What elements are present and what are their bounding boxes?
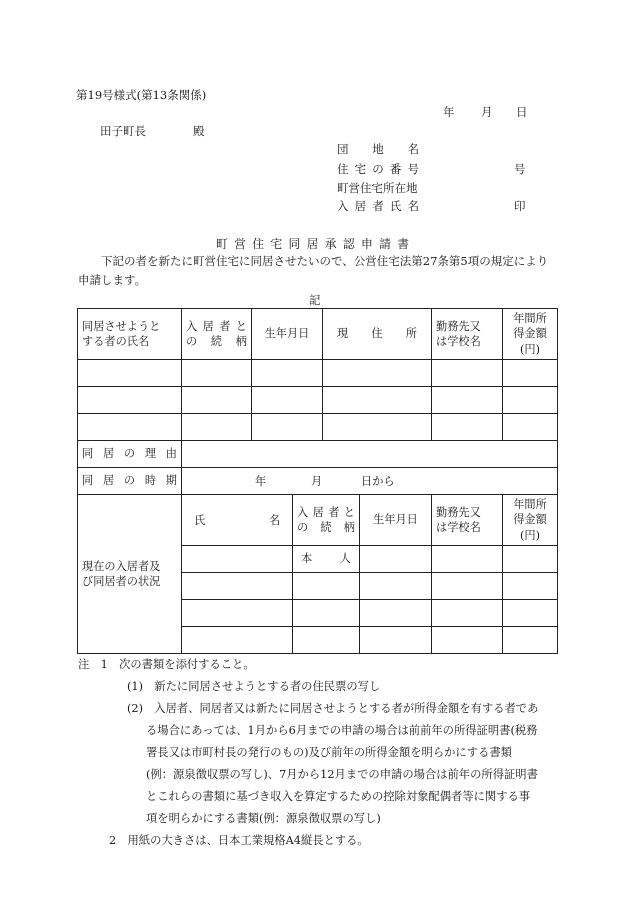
date-year-label: 年 (443, 105, 455, 119)
house-number-label: 住宅の番号 (337, 162, 419, 176)
resident-name-cell[interactable] (182, 546, 293, 573)
resident-birthdate-cell[interactable] (360, 573, 432, 600)
birthdate-cell[interactable] (252, 387, 323, 414)
income-cell[interactable] (503, 360, 558, 387)
reason-row (78, 441, 558, 468)
seal-mark: 印 (514, 199, 526, 213)
resident-relationship-header: 入居者と の 続 柄 (293, 495, 360, 546)
resident-name-cell[interactable] (182, 627, 293, 654)
cohabitant-name-header: 同居させようと する者の氏名 (78, 309, 182, 360)
timing-label: 同居の時期 (78, 468, 182, 495)
resident-birthdate-header: 生年月日 (360, 495, 432, 546)
birthdate-cell[interactable] (252, 414, 323, 441)
intro-text-line1: 下記の者を新たに町営住宅に同居させたいので、公営住宅法第27条第5項の規定により (101, 254, 549, 268)
resident-birthdate-cell[interactable] (360, 627, 432, 654)
workplace-cell[interactable] (432, 414, 503, 441)
relationship-header: 入居者と の 続 柄 (182, 309, 252, 360)
resident-relationship-cell[interactable] (293, 600, 360, 627)
relationship-cell[interactable] (182, 387, 252, 414)
cohabitant-name-cell[interactable] (78, 387, 182, 414)
timing-from: 日から (361, 475, 395, 488)
note-item-2-line6: 項を明らかにする書類(例：源泉徴収票の写し) (146, 812, 381, 825)
cohabitant-header-row (78, 309, 558, 360)
note-2: 2 用紙の大きさは、日本工業規格A4縦長とする。 (109, 834, 369, 847)
income-cell[interactable] (503, 414, 558, 441)
timing-month: 月 (311, 475, 323, 488)
cohabitant-name-cell[interactable] (78, 414, 182, 441)
date-month-label: 月 (481, 105, 493, 119)
address-cell[interactable] (323, 387, 432, 414)
housing-location-label: 町営住宅所在地 (337, 181, 418, 195)
birthdate-header: 生年月日 (252, 309, 323, 360)
addressee-honorific: 殿 (193, 124, 205, 138)
resident-name-label: 入居者氏名 (337, 199, 419, 213)
workplace-header: 勤務先又 は学校名 (432, 309, 503, 360)
note-item-2-line2: る場合にあっては、1月から6月までの申請の場合は前前年の所得証明書(税務 (146, 724, 538, 737)
address-cell[interactable] (323, 360, 432, 387)
ki-heading: 記 (309, 293, 321, 307)
table-row (78, 414, 558, 441)
resident-birthdate-cell[interactable] (360, 546, 432, 573)
reason-label: 同居の理由 (78, 441, 182, 468)
reason-cell[interactable] (182, 441, 558, 468)
current-address-header: 現 住 所 (323, 309, 432, 360)
workplace-cell[interactable] (432, 387, 503, 414)
resident-name-cell[interactable] (182, 600, 293, 627)
note-item-1: (1) 新たに同居させようとする者の住民票の写し (127, 680, 381, 693)
timing-year: 年 (255, 475, 267, 488)
table-row (78, 387, 558, 414)
estate-name-label: 団 地 名 (337, 142, 419, 156)
note-item-2-line1: (2) 入居者、同居者又は新たに同居させようとする者が所得金額を有する者であ (127, 702, 539, 715)
resident-workplace-cell[interactable] (432, 627, 503, 654)
resident-workplace-cell[interactable] (432, 600, 503, 627)
note-item-2-line4: (例：源泉徴収票の写し)、7月から12月までの申請の場合は前年の所得証明書 (146, 768, 538, 781)
date-day-label: 日 (516, 105, 528, 119)
note-1: 注 1 次の書類を添付すること。 (78, 658, 255, 671)
address-cell[interactable] (323, 414, 432, 441)
resident-income-header: 年間所 得金額 (円) (503, 495, 558, 546)
cohabitant-name-cell[interactable] (78, 360, 182, 387)
income-header: 年間所 得金額 (円) (503, 309, 558, 360)
current-residents-table (77, 494, 558, 654)
timing-row (78, 468, 558, 495)
form-number: 第19号様式(第13条関係) (76, 88, 207, 102)
note-item-2-line3: 署長又は市町村長の発行のもの)及び前年の所得金額を明らかにする書類 (146, 746, 512, 759)
self-relationship-cell: 本 人 (293, 546, 360, 573)
income-cell[interactable] (503, 387, 558, 414)
resident-name-header: 氏 名 (182, 495, 293, 546)
cohabitant-table (77, 308, 558, 495)
form-title: 町営住宅同居承認申請書 (216, 237, 409, 251)
workplace-cell[interactable] (432, 360, 503, 387)
resident-birthdate-cell[interactable] (360, 600, 432, 627)
relationship-cell[interactable] (182, 414, 252, 441)
intro-text-line2: 申請します。 (78, 273, 147, 287)
relationship-cell[interactable] (182, 360, 252, 387)
residents-header-row (78, 495, 558, 546)
resident-relationship-cell[interactable] (293, 573, 360, 600)
resident-income-cell[interactable] (503, 573, 558, 600)
residents-section-label: 現在の入居者及 び同居者の状況 (78, 495, 182, 654)
resident-name-cell[interactable] (182, 573, 293, 600)
resident-workplace-cell[interactable] (432, 573, 503, 600)
resident-income-cell[interactable] (503, 546, 558, 573)
timing-cell[interactable] (182, 468, 558, 495)
resident-income-cell[interactable] (503, 627, 558, 654)
house-number-suffix: 号 (514, 162, 526, 176)
resident-income-cell[interactable] (503, 600, 558, 627)
note-item-2-line5: とこれらの書類に基づき収入を算定するための控除対象配偶者等に関する事 (146, 790, 531, 803)
resident-workplace-cell[interactable] (432, 546, 503, 573)
resident-workplace-header: 勤務先又 は学校名 (432, 495, 503, 546)
birthdate-cell[interactable] (252, 360, 323, 387)
table-row (78, 360, 558, 387)
resident-relationship-cell[interactable] (293, 627, 360, 654)
addressee-title: 田子町長 (100, 124, 146, 138)
